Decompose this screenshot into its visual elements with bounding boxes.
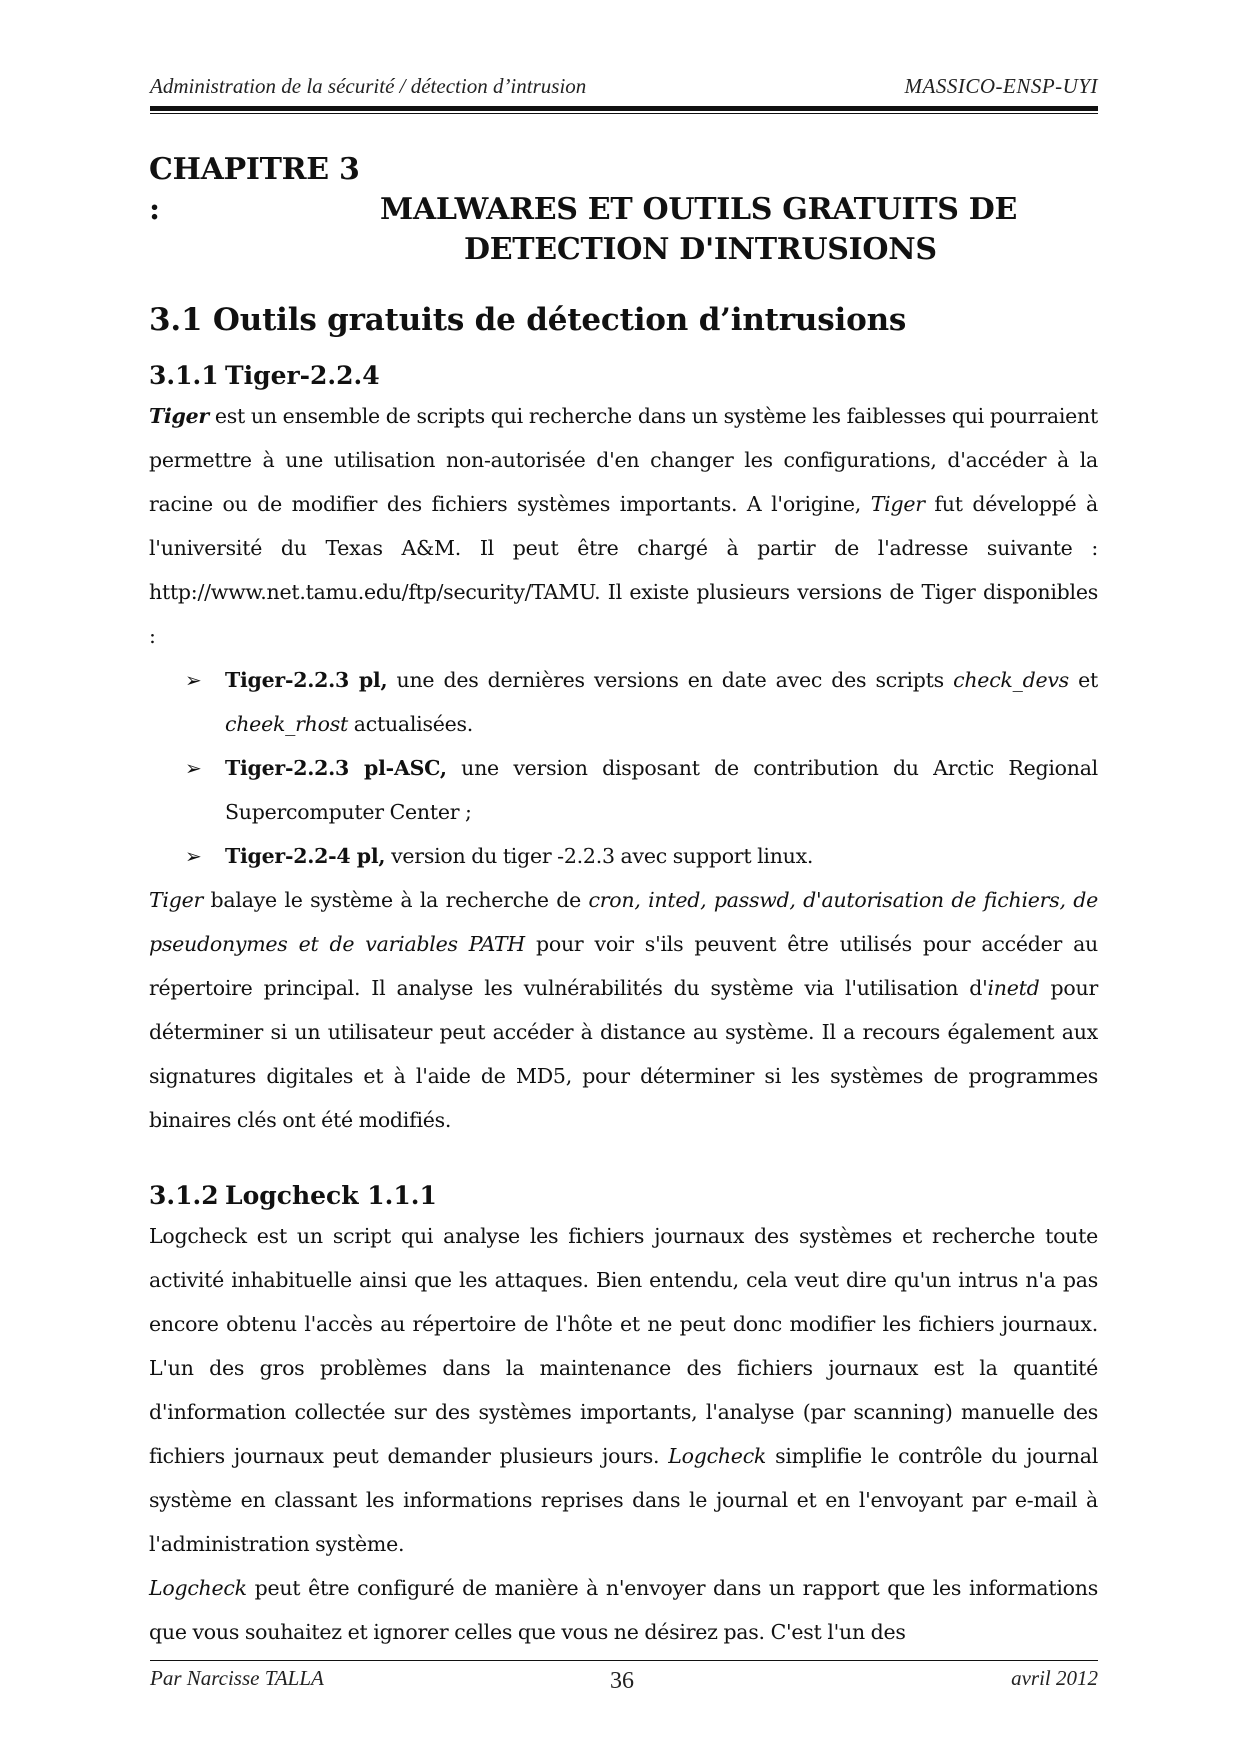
version-name: Tiger-2.2-4 pl, [225, 844, 386, 868]
paragraph-tiger-intro [149, 394, 1098, 658]
arrow-bullet-icon: ➢ [185, 844, 202, 868]
footer-date: avril 2012 [1011, 1666, 1098, 1690]
text-run: balaye le système à la recherche de [203, 888, 589, 912]
emphasis: Tiger [149, 888, 204, 912]
text-run: est un ensemble de scripts qui recherche dans un système les faiblesses qui pourraient permettre à une utilisation non-autorisée d'en changer les configurations, d'accéder à la racine ou de modifier des fichiers systèmes importants. A l'origine, [149, 404, 1098, 516]
text-run: et [1068, 668, 1098, 692]
arrow-bullet-icon: ➢ [185, 756, 202, 780]
text-run: pour déterminer si un utilisateur peut accéder à distance au système. Il a recours également aux signatures digitales et à l'aide de MD5, pour déterminer si les systèmes de programmes binaires clés ont été modifiés. [149, 976, 1099, 1132]
footer-author: Par Narcisse TALLA [150, 1666, 324, 1690]
chapter-number: CHAPITRE 3 : [149, 152, 360, 227]
section-title: 3.1 Outils gratuits de détection d’intrusions [149, 302, 907, 338]
header-left: Administration de la sécurité / détection d’intrusion [150, 74, 587, 98]
subsection-title-logcheck [149, 1178, 1098, 1214]
emphasis: check_devs [953, 668, 1069, 692]
arrow-bullet-icon: ➢ [185, 668, 202, 692]
chapter-title [149, 150, 1098, 270]
list-item [149, 746, 1098, 834]
header-right: MASSICO-ENSP-UYI [904, 74, 1098, 98]
text-run: peut être configuré de manière à n'envoyer dans un rapport que les informations que vous souhaitez et ignorer celles que vous ne désirez pas. C'est l'un des [149, 1576, 1098, 1644]
page-number: 36 [610, 1668, 634, 1694]
page-header [150, 72, 1098, 106]
text-run: une version disposant de contribution du Arctic Regional Supercomputer Center ; [225, 756, 1098, 824]
text-run: une des dernières versions en date avec des scripts [387, 668, 954, 692]
emphasis: Logcheck [149, 1576, 247, 1600]
header-rule-thin [150, 113, 1098, 114]
emphasis: inetd [987, 976, 1040, 1000]
text-run: Logcheck est un script qui analyse les fichiers journaux des systèmes et recherche toute activité inhabituelle ainsi que les attaques. Bien entendu, cela veut dire qu'un intrus n'a pas encore obtenu l'accès au répertoire de l'hôte et ne peut donc modifier les fichiers journaux. L'un des gros problèmes dans la maintenance des fichiers journaux est la quantité d'information collectée sur des systèmes importants, l'analyse (par scanning) manuelle des fichiers journaux peut demander plusieurs jours. [149, 1224, 1098, 1468]
chapter-title-line1: MALWARES ET OUTILS GRATUITS DE [380, 192, 1018, 227]
subsection-number: 3.1.2 [149, 1181, 219, 1210]
emphasis: cheek_rhost [225, 712, 348, 736]
page-footer [150, 1666, 1098, 1696]
header-rule-thick [150, 106, 1098, 111]
version-name: Tiger-2.2.3 pl-ASC, [225, 756, 447, 780]
text-run: simplifie le contrôle du journal système en classant les informations reprises dans le journal et en l'envoyant par e-mail à l'administration système. [149, 1444, 1099, 1556]
text-run: fut développé à l'université du Texas A&M. Il peut être chargé à partir de l'adresse suivante : http://www.net.tamu.edu/ftp/security/TAMU. Il existe plusieurs versions de Tiger disponibles : [149, 492, 1098, 648]
text-run: actualisées. [347, 712, 474, 736]
emphasis: cron, inted, passwd, d'autorisation de fichiers, de pseudonymes et de variables PATH [149, 888, 1098, 956]
text-run: version du tiger -2.2.3 avec support linux. [385, 844, 814, 868]
paragraph-logcheck-intro [149, 1214, 1098, 1566]
text-run: pour voir s'ils peuvent être utilisés pour accéder au répertoire principal. Il analyse les vulnérabilités du système via l'utilisation d' [149, 932, 1099, 1000]
paragraph-tiger-scan [149, 878, 1098, 1142]
list-item [149, 834, 1098, 878]
subsection-name: Logcheck 1.1.1 [225, 1181, 437, 1210]
page-content [149, 150, 1098, 1654]
footer-rule [150, 1660, 1098, 1661]
paragraph-logcheck-config [149, 1566, 1098, 1654]
emphasis: Logcheck [668, 1444, 767, 1468]
subsection-title-tiger [149, 358, 1098, 394]
chapter-title-line2: DETECTION D'INTRUSIONS [464, 232, 937, 267]
list-item [149, 658, 1098, 746]
subsection-number: 3.1.1 [149, 361, 219, 390]
emphasis: Tiger [149, 404, 209, 428]
emphasis: Tiger [870, 492, 925, 516]
version-name: Tiger-2.2.3 pl, [225, 668, 388, 692]
subsection-name: Tiger-2.2.4 [225, 361, 380, 390]
tiger-versions-list [149, 658, 1098, 878]
